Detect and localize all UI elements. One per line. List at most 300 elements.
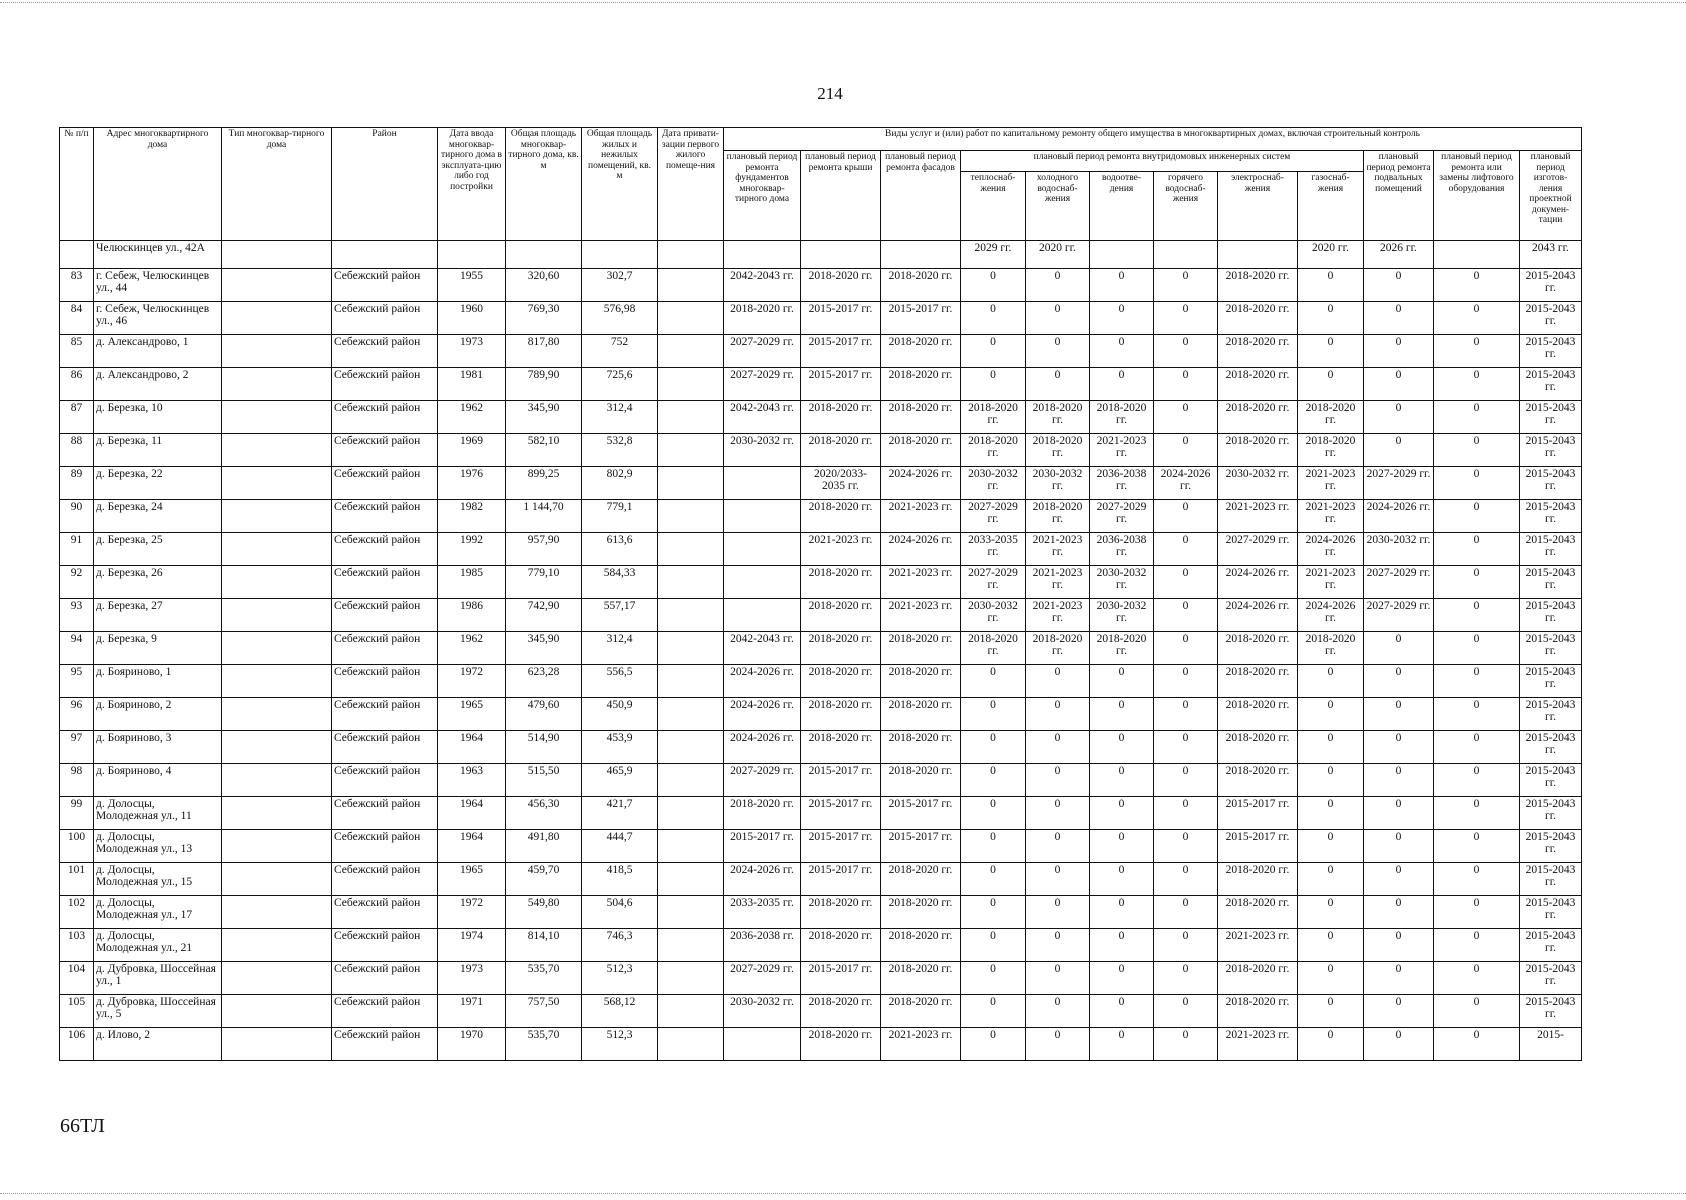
- cell-roof: 2018-2020 гг.: [801, 632, 881, 665]
- cell-hot-water: 0: [1154, 863, 1218, 896]
- cell-num: 99: [60, 797, 94, 830]
- cell-privatization: [658, 698, 724, 731]
- cell-foundation: [724, 599, 801, 632]
- cell-gas: 2018-2020 гг.: [1298, 401, 1364, 434]
- cell-hot-water: 0: [1154, 896, 1218, 929]
- cell-type: [222, 896, 332, 929]
- cell-year: 1964: [438, 731, 506, 764]
- cell-cold-water: 0: [1026, 698, 1090, 731]
- cell-year: 1976: [438, 467, 506, 500]
- cell-privatization: [658, 533, 724, 566]
- cell-elevator: 0: [1434, 368, 1520, 401]
- cell-area-premises: 752: [582, 335, 658, 368]
- cell-type: [222, 764, 332, 797]
- header-elevator: плановый период ремонта или замены лифтового оборудования: [1434, 151, 1520, 241]
- table-row: [60, 929, 1582, 962]
- cell-docs: 2015-2043 гг.: [1520, 830, 1582, 863]
- cell-cold-water: 0: [1026, 896, 1090, 929]
- cell-basement: 0: [1364, 269, 1434, 302]
- cell-elevator: 0: [1434, 962, 1520, 995]
- cell-sewer: 0: [1090, 665, 1154, 698]
- table-row: [60, 731, 1582, 764]
- cell-electric: 2018-2020 гг.: [1218, 995, 1298, 1028]
- cell-cold-water: 2021-2023 гг.: [1026, 599, 1090, 632]
- cell-cold-water: 2018-2020 гг.: [1026, 401, 1090, 434]
- cell-facade: 2024-2026 гг.: [881, 533, 961, 566]
- cell-cold-water: 0: [1026, 830, 1090, 863]
- cell-privatization: [658, 302, 724, 335]
- cell-cold-water: 0: [1026, 269, 1090, 302]
- cell-facade: 2018-2020 гг.: [881, 731, 961, 764]
- cell-year: 1969: [438, 434, 506, 467]
- cell-electric: 2018-2020 гг.: [1218, 269, 1298, 302]
- cell-gas: 2021-2023 гг.: [1298, 500, 1364, 533]
- cell-electric: 2018-2020 гг.: [1218, 863, 1298, 896]
- cell-foundation: [724, 533, 801, 566]
- cell-area-premises: 568,12: [582, 995, 658, 1028]
- cell-gas: 0: [1298, 896, 1364, 929]
- cell-address: д. Долосцы, Молодежная ул., 13: [94, 830, 222, 863]
- cell-district: Себежский район: [332, 566, 438, 599]
- cell-address: д. Долосцы, Молодежная ул., 11: [94, 797, 222, 830]
- cell-type: [222, 241, 332, 269]
- cell-roof: 2015-2017 гг.: [801, 962, 881, 995]
- cell-heat: 0: [961, 863, 1026, 896]
- cell-electric: 2024-2026 гг.: [1218, 599, 1298, 632]
- cell-facade: 2018-2020 гг.: [881, 269, 961, 302]
- cell-electric: 2018-2020 гг.: [1218, 434, 1298, 467]
- cell-facade: 2018-2020 гг.: [881, 962, 961, 995]
- cell-elevator: 0: [1434, 698, 1520, 731]
- cell-type: [222, 830, 332, 863]
- cell-docs: 2015-2043 гг.: [1520, 467, 1582, 500]
- cell-elevator: 0: [1434, 566, 1520, 599]
- cell-num: 104: [60, 962, 94, 995]
- cell-district: Себежский район: [332, 665, 438, 698]
- cell-cold-water: 0: [1026, 1028, 1090, 1061]
- cell-type: [222, 269, 332, 302]
- scan-border-bottom: [0, 1193, 1686, 1194]
- table-row: [60, 632, 1582, 665]
- cell-district: Себежский район: [332, 830, 438, 863]
- cell-privatization: [658, 929, 724, 962]
- cell-facade: 2015-2017 гг.: [881, 830, 961, 863]
- table-row: [60, 797, 1582, 830]
- cell-area-total: 345,90: [506, 632, 582, 665]
- cell-district: Себежский район: [332, 1028, 438, 1061]
- cell-heat: 0: [961, 962, 1026, 995]
- header-num: № п/п: [60, 128, 94, 241]
- cell-num: 89: [60, 467, 94, 500]
- cell-cold-water: 0: [1026, 863, 1090, 896]
- cell-area-total: 456,30: [506, 797, 582, 830]
- cell-year: 1964: [438, 830, 506, 863]
- cell-foundation: 2027-2029 гг.: [724, 335, 801, 368]
- cell-docs: 2015-2043 гг.: [1520, 533, 1582, 566]
- cell-gas: 0: [1298, 269, 1364, 302]
- cell-facade: 2018-2020 гг.: [881, 896, 961, 929]
- header-cold-water: холодного водоснаб-жения: [1026, 172, 1090, 241]
- cell-num: 96: [60, 698, 94, 731]
- cell-privatization: [658, 962, 724, 995]
- table-row: [60, 830, 1582, 863]
- cell-area-total: 789,90: [506, 368, 582, 401]
- cell-cold-water: 0: [1026, 797, 1090, 830]
- cell-heat: 0: [961, 1028, 1026, 1061]
- cell-address: д. Илово, 2: [94, 1028, 222, 1061]
- table-row: [60, 302, 1582, 335]
- cell-docs: 2015-: [1520, 1028, 1582, 1061]
- cell-privatization: [658, 368, 724, 401]
- cell-sewer: 2030-2032 гг.: [1090, 566, 1154, 599]
- cell-sewer: 0: [1090, 830, 1154, 863]
- cell-num: 97: [60, 731, 94, 764]
- cell-type: [222, 698, 332, 731]
- cell-basement: 2027-2029 гг.: [1364, 599, 1434, 632]
- cell-basement: 0: [1364, 731, 1434, 764]
- cell-address: д. Березка, 27: [94, 599, 222, 632]
- cell-gas: 0: [1298, 995, 1364, 1028]
- cell-gas: 0: [1298, 797, 1364, 830]
- cell-type: [222, 434, 332, 467]
- cell-gas: 2024-2026 гг.: [1298, 599, 1364, 632]
- cell-year: 1974: [438, 929, 506, 962]
- cell-privatization: [658, 995, 724, 1028]
- cell-docs: 2015-2043 гг.: [1520, 962, 1582, 995]
- cell-roof: 2015-2017 гг.: [801, 797, 881, 830]
- cell-cold-water: 2018-2020 гг.: [1026, 500, 1090, 533]
- cell-roof: 2020/2033-2035 гг.: [801, 467, 881, 500]
- cell-docs: 2015-2043 гг.: [1520, 731, 1582, 764]
- header-address: Адрес многоквартирного дома: [94, 128, 222, 241]
- cell-foundation: 2015-2017 гг.: [724, 830, 801, 863]
- cell-district: Себежский район: [332, 434, 438, 467]
- cell-sewer: 0: [1090, 368, 1154, 401]
- cell-year: [438, 241, 506, 269]
- header-basement: плановый период ремонта подвальных помещений: [1364, 151, 1434, 241]
- cell-cold-water: 0: [1026, 962, 1090, 995]
- capital-repair-table: [59, 127, 1582, 1061]
- cell-docs: 2015-2043 гг.: [1520, 368, 1582, 401]
- cell-area-premises: 421,7: [582, 797, 658, 830]
- cell-year: 1962: [438, 632, 506, 665]
- cell-gas: 0: [1298, 302, 1364, 335]
- cell-district: Себежский район: [332, 929, 438, 962]
- cell-hot-water: 0: [1154, 566, 1218, 599]
- cell-address: д. Березка, 24: [94, 500, 222, 533]
- cell-elevator: 0: [1434, 302, 1520, 335]
- cell-area-total: 779,10: [506, 566, 582, 599]
- cell-area-premises: 613,6: [582, 533, 658, 566]
- cell-hot-water: 2024-2026 гг.: [1154, 467, 1218, 500]
- table-row: [60, 962, 1582, 995]
- cell-area-premises: 453,9: [582, 731, 658, 764]
- cell-gas: 2021-2023 гг.: [1298, 467, 1364, 500]
- cell-basement: 0: [1364, 335, 1434, 368]
- cell-hot-water: 0: [1154, 269, 1218, 302]
- header-gas: газоснаб-жения: [1298, 172, 1364, 241]
- cell-elevator: 0: [1434, 929, 1520, 962]
- cell-hot-water: [1154, 241, 1218, 269]
- cell-hot-water: 0: [1154, 731, 1218, 764]
- cell-type: [222, 467, 332, 500]
- cell-elevator: 0: [1434, 896, 1520, 929]
- table-row: [60, 896, 1582, 929]
- cell-electric: 2018-2020 гг.: [1218, 698, 1298, 731]
- cell-gas: 2020 гг.: [1298, 241, 1364, 269]
- header-works: Виды услуг и (или) работ по капитальному ремонту общего имущества в многоквартирных домах, включая строительный контроль: [724, 128, 1582, 151]
- cell-electric: 2018-2020 гг.: [1218, 335, 1298, 368]
- cell-basement: 2027-2029 гг.: [1364, 467, 1434, 500]
- cell-sewer: 0: [1090, 995, 1154, 1028]
- table-row: [60, 599, 1582, 632]
- cell-privatization: [658, 731, 724, 764]
- cell-basement: 0: [1364, 434, 1434, 467]
- cell-gas: 0: [1298, 731, 1364, 764]
- cell-gas: 2024-2026 гг.: [1298, 533, 1364, 566]
- cell-district: Себежский район: [332, 863, 438, 896]
- cell-area-premises: 512,3: [582, 962, 658, 995]
- header-hot-water: горячего водоснаб-жения: [1154, 172, 1218, 241]
- cell-basement: 0: [1364, 698, 1434, 731]
- cell-foundation: 2036-2038 гг.: [724, 929, 801, 962]
- cell-cold-water: 0: [1026, 335, 1090, 368]
- cell-roof: 2015-2017 гг.: [801, 368, 881, 401]
- table-body: [60, 241, 1582, 1061]
- cell-heat: 0: [961, 929, 1026, 962]
- cell-heat: 2030-2032 гг.: [961, 599, 1026, 632]
- table-row-continuation: [60, 241, 1582, 269]
- cell-cold-water: 0: [1026, 764, 1090, 797]
- cell-num: 90: [60, 500, 94, 533]
- cell-gas: 2021-2023 гг.: [1298, 566, 1364, 599]
- header-area-total: Общая площадь многоквар-тирного дома, кв. м: [506, 128, 582, 241]
- cell-roof: 2015-2017 гг.: [801, 863, 881, 896]
- cell-electric: 2027-2029 гг.: [1218, 533, 1298, 566]
- cell-cold-water: 0: [1026, 995, 1090, 1028]
- cell-docs: 2015-2043 гг.: [1520, 566, 1582, 599]
- cell-docs: 2015-2043 гг.: [1520, 500, 1582, 533]
- cell-hot-water: 0: [1154, 830, 1218, 863]
- cell-privatization: [658, 467, 724, 500]
- cell-privatization: [658, 566, 724, 599]
- cell-elevator: 0: [1434, 599, 1520, 632]
- cell-elevator: 0: [1434, 797, 1520, 830]
- cell-foundation: 2042-2043 гг.: [724, 632, 801, 665]
- cell-foundation: 2024-2026 гг.: [724, 731, 801, 764]
- cell-foundation: 2024-2026 гг.: [724, 665, 801, 698]
- cell-roof: 2018-2020 гг.: [801, 698, 881, 731]
- cell-basement: 0: [1364, 995, 1434, 1028]
- cell-area-premises: 557,17: [582, 599, 658, 632]
- cell-basement: 0: [1364, 863, 1434, 896]
- header-year: Дата ввода многоквар-тирного дома в эксплуата-цию либо год постройки: [438, 128, 506, 241]
- cell-basement: 0: [1364, 368, 1434, 401]
- cell-district: Себежский район: [332, 467, 438, 500]
- cell-electric: 2021-2023 гг.: [1218, 929, 1298, 962]
- cell-foundation: [724, 1028, 801, 1061]
- cell-area-total: 535,70: [506, 1028, 582, 1061]
- cell-year: 1985: [438, 566, 506, 599]
- cell-address: д. Березка, 22: [94, 467, 222, 500]
- cell-foundation: 2042-2043 гг.: [724, 401, 801, 434]
- cell-facade: 2018-2020 гг.: [881, 995, 961, 1028]
- cell-cold-water: 2021-2023 гг.: [1026, 566, 1090, 599]
- cell-docs: 2043 гг.: [1520, 241, 1582, 269]
- cell-gas: 0: [1298, 830, 1364, 863]
- cell-basement: 0: [1364, 830, 1434, 863]
- cell-electric: 2018-2020 гг.: [1218, 764, 1298, 797]
- cell-elevator: 0: [1434, 665, 1520, 698]
- header-privatization: Дата привати-зации первого жилого помеще-ния: [658, 128, 724, 241]
- cell-facade: 2021-2023 гг.: [881, 566, 961, 599]
- cell-facade: 2018-2020 гг.: [881, 698, 961, 731]
- cell-sewer: 0: [1090, 797, 1154, 830]
- cell-heat: 0: [961, 995, 1026, 1028]
- cell-area-premises: 556,5: [582, 665, 658, 698]
- cell-docs: 2015-2043 гг.: [1520, 764, 1582, 797]
- cell-foundation: [724, 241, 801, 269]
- cell-facade: 2021-2023 гг.: [881, 1028, 961, 1061]
- cell-basement: 0: [1364, 962, 1434, 995]
- cell-privatization: [658, 1028, 724, 1061]
- cell-elevator: [1434, 241, 1520, 269]
- cell-foundation: [724, 467, 801, 500]
- cell-sewer: 0: [1090, 962, 1154, 995]
- cell-heat: 2018-2020 гг.: [961, 632, 1026, 665]
- cell-docs: 2015-2043 гг.: [1520, 863, 1582, 896]
- cell-district: Себежский район: [332, 632, 438, 665]
- cell-heat: 0: [961, 698, 1026, 731]
- cell-area-total: 769,30: [506, 302, 582, 335]
- cell-district: Себежский район: [332, 335, 438, 368]
- cell-address: г. Себеж, Челюскинцев ул., 46: [94, 302, 222, 335]
- cell-elevator: 0: [1434, 1028, 1520, 1061]
- cell-electric: 2018-2020 гг.: [1218, 962, 1298, 995]
- cell-hot-water: 0: [1154, 500, 1218, 533]
- cell-roof: 2015-2017 гг.: [801, 764, 881, 797]
- cell-year: 1965: [438, 698, 506, 731]
- cell-cold-water: 2018-2020 гг.: [1026, 632, 1090, 665]
- cell-area-total: 459,70: [506, 863, 582, 896]
- table-row: [60, 533, 1582, 566]
- cell-electric: 2018-2020 гг.: [1218, 731, 1298, 764]
- cell-type: [222, 995, 332, 1028]
- cell-facade: 2018-2020 гг.: [881, 632, 961, 665]
- cell-basement: 0: [1364, 632, 1434, 665]
- table-row: [60, 566, 1582, 599]
- cell-roof: 2018-2020 гг.: [801, 566, 881, 599]
- cell-foundation: 2042-2043 гг.: [724, 269, 801, 302]
- cell-docs: 2015-2043 гг.: [1520, 698, 1582, 731]
- cell-gas: 2018-2020 гг.: [1298, 632, 1364, 665]
- cell-facade: 2018-2020 гг.: [881, 434, 961, 467]
- cell-roof: 2015-2017 гг.: [801, 302, 881, 335]
- cell-type: [222, 533, 332, 566]
- header-facade: плановый период ремонта фасадов: [881, 151, 961, 241]
- cell-type: [222, 962, 332, 995]
- cell-area-premises: 584,33: [582, 566, 658, 599]
- cell-electric: 2018-2020 гг.: [1218, 302, 1298, 335]
- header-roof: плановый период ремонта крыши: [801, 151, 881, 241]
- cell-district: Себежский район: [332, 302, 438, 335]
- cell-electric: 2018-2020 гг.: [1218, 368, 1298, 401]
- cell-type: [222, 632, 332, 665]
- cell-sewer: 0: [1090, 896, 1154, 929]
- cell-elevator: 0: [1434, 434, 1520, 467]
- cell-year: 1971: [438, 995, 506, 1028]
- cell-hot-water: 0: [1154, 335, 1218, 368]
- cell-foundation: 2024-2026 гг.: [724, 698, 801, 731]
- cell-electric: 2018-2020 гг.: [1218, 665, 1298, 698]
- cell-sewer: 2030-2032 гг.: [1090, 599, 1154, 632]
- header-docs: плановый период изготов-ления проектной докумен-тации: [1520, 151, 1582, 241]
- cell-sewer: 0: [1090, 302, 1154, 335]
- cell-elevator: 0: [1434, 863, 1520, 896]
- cell-cold-water: 0: [1026, 302, 1090, 335]
- cell-hot-water: 0: [1154, 599, 1218, 632]
- cell-elevator: 0: [1434, 533, 1520, 566]
- cell-area-premises: 504,6: [582, 896, 658, 929]
- cell-hot-water: 0: [1154, 962, 1218, 995]
- cell-foundation: 2027-2029 гг.: [724, 764, 801, 797]
- cell-electric: 2021-2023 гг.: [1218, 500, 1298, 533]
- cell-address: д. Бояриново, 3: [94, 731, 222, 764]
- cell-num: 102: [60, 896, 94, 929]
- cell-area-total: 535,70: [506, 962, 582, 995]
- cell-num: 92: [60, 566, 94, 599]
- cell-num: 85: [60, 335, 94, 368]
- cell-area-total: 320,60: [506, 269, 582, 302]
- cell-heat: 2018-2020 гг.: [961, 401, 1026, 434]
- cell-electric: 2018-2020 гг.: [1218, 632, 1298, 665]
- cell-address: д. Березка, 9: [94, 632, 222, 665]
- cell-privatization: [658, 665, 724, 698]
- cell-heat: 0: [961, 764, 1026, 797]
- cell-hot-water: 0: [1154, 434, 1218, 467]
- cell-cold-water: 0: [1026, 665, 1090, 698]
- cell-sewer: 0: [1090, 863, 1154, 896]
- cell-address: д. Березка, 10: [94, 401, 222, 434]
- cell-area-total: 479,60: [506, 698, 582, 731]
- cell-roof: 2018-2020 гг.: [801, 929, 881, 962]
- cell-sewer: 0: [1090, 1028, 1154, 1061]
- cell-year: 1955: [438, 269, 506, 302]
- cell-num: 91: [60, 533, 94, 566]
- cell-gas: 0: [1298, 929, 1364, 962]
- cell-year: 1972: [438, 665, 506, 698]
- cell-type: [222, 929, 332, 962]
- cell-privatization: [658, 434, 724, 467]
- cell-electric: 2024-2026 гг.: [1218, 566, 1298, 599]
- table-row: [60, 434, 1582, 467]
- table-row: [60, 467, 1582, 500]
- cell-roof: 2018-2020 гг.: [801, 1028, 881, 1061]
- cell-roof: 2018-2020 гг.: [801, 401, 881, 434]
- cell-area-premises: 779,1: [582, 500, 658, 533]
- cell-electric: 2030-2032 гг.: [1218, 467, 1298, 500]
- cell-docs: 2015-2043 гг.: [1520, 401, 1582, 434]
- cell-sewer: 2036-2038 гг.: [1090, 533, 1154, 566]
- cell-num: 106: [60, 1028, 94, 1061]
- cell-heat: 2029 гг.: [961, 241, 1026, 269]
- table-row: [60, 665, 1582, 698]
- cell-area-premises: 450,9: [582, 698, 658, 731]
- cell-type: [222, 335, 332, 368]
- table-row: [60, 764, 1582, 797]
- cell-roof: 2018-2020 гг.: [801, 731, 881, 764]
- cell-elevator: 0: [1434, 830, 1520, 863]
